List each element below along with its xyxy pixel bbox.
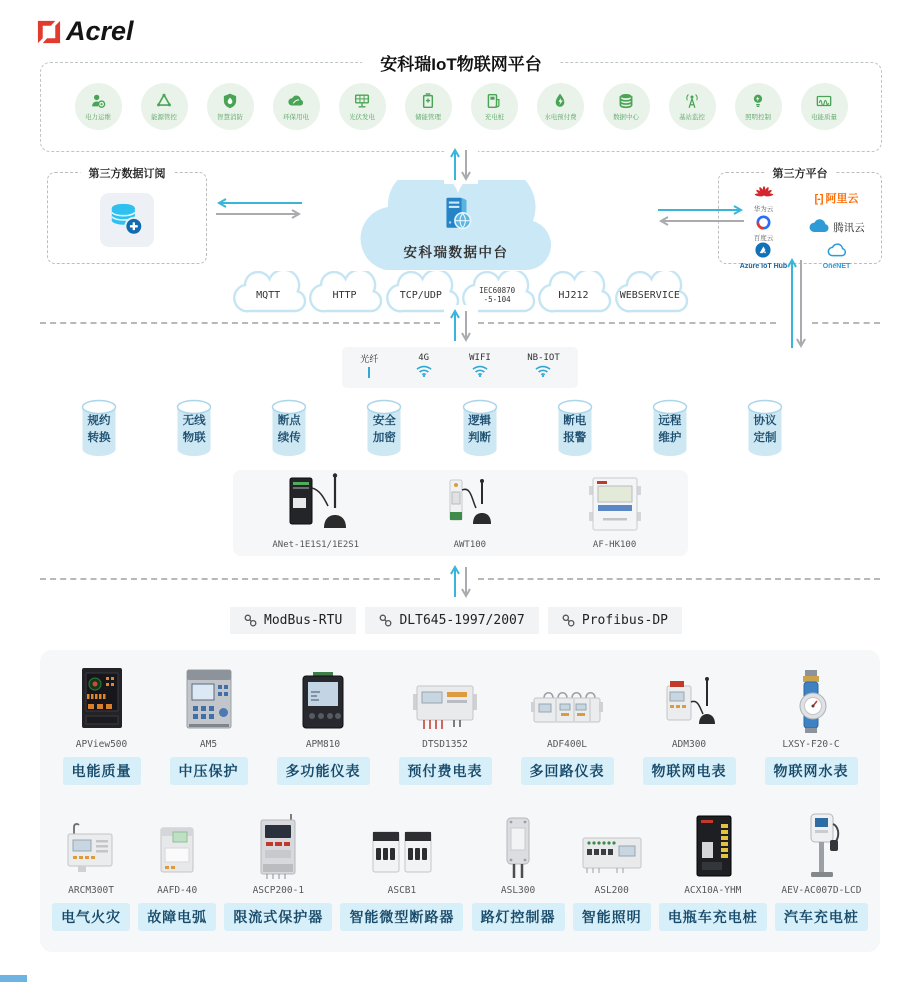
capability-label: 断电 报警 [563, 415, 587, 444]
solar-icon [353, 91, 371, 110]
product-ACX10A-YHM [659, 810, 767, 931]
product-LXSY-F20-C [765, 664, 858, 785]
app-label: 电力运维 [85, 114, 111, 121]
ascp200-device-image [247, 810, 309, 882]
product-AEV-AC007D-LCD [775, 810, 868, 931]
app-station [667, 83, 717, 130]
ascb1-device-image [367, 810, 437, 882]
product-category-tag: 路灯控制器 [472, 903, 565, 931]
platform-azure [740, 242, 787, 270]
protocol-cloud-label: HTTP [332, 290, 357, 302]
capability-label: 规约 转换 [87, 415, 111, 444]
product-APView500 [63, 664, 141, 785]
capability-cylinder [736, 398, 794, 460]
baidu-icon [754, 214, 773, 235]
capability-cylinder [546, 398, 604, 460]
platform-label: 百度云 [753, 234, 774, 242]
app-circle [669, 83, 716, 130]
ops-icon [89, 91, 107, 110]
aliyun-icon: [-] [814, 192, 823, 205]
app-energy [139, 83, 189, 130]
platform-label: OneNET [822, 262, 851, 270]
dashed-separator [40, 322, 440, 324]
product-model: ASCP200-1 [252, 885, 305, 896]
gateway-afhk100 [581, 474, 649, 550]
network-label: WIFI [469, 353, 491, 363]
product-model: ARCM300T [68, 885, 114, 896]
lighting-icon [749, 91, 767, 110]
product-category-tag: 智能微型断路器 [340, 903, 463, 931]
product-model: DTSD1352 [422, 739, 468, 750]
protocol-cloud-label: HJ212 [558, 290, 589, 302]
capability-cylinder [260, 398, 318, 460]
app-circle [603, 83, 650, 130]
app-label: 充电桩 [484, 114, 504, 121]
product-category-tag: 电瓶车充电桩 [659, 903, 767, 931]
capability-label: 逻辑 判断 [468, 415, 492, 444]
station-icon [683, 91, 701, 110]
updown-arrows-middle [444, 305, 478, 345]
gateway-anet [272, 472, 359, 550]
app-charger [469, 83, 519, 130]
bottom-blue-strip [0, 975, 27, 982]
product-ASCP200-1 [224, 810, 332, 931]
anet-device-image [278, 472, 354, 539]
product-category-tag: 预付费电表 [399, 757, 492, 785]
app-label: 电能质量 [811, 114, 837, 121]
app-circle [141, 83, 188, 130]
network-label: NB-IOT [527, 353, 560, 363]
asl200-device-image [577, 810, 647, 882]
capability-label: 断点 续传 [277, 415, 301, 444]
third-party-subscribe-title: 第三方数据订阅 [81, 165, 174, 181]
dashed-separator [40, 578, 440, 580]
gateway-awt100 [438, 474, 502, 550]
app-circle [339, 83, 386, 130]
apview500-device-image [70, 664, 134, 736]
bus-protocol-tag [548, 607, 682, 634]
product-model: ASL300 [500, 885, 536, 896]
product-model: AM5 [199, 739, 218, 750]
product-category-tag: 电能质量 [63, 757, 141, 785]
wifi-icon [534, 364, 552, 382]
platform-onenet [823, 243, 851, 270]
gateway-model: AWT100 [453, 540, 487, 550]
app-label: 数据中心 [613, 114, 639, 121]
capability-label: 无线 物联 [182, 415, 206, 444]
app-datacenter [601, 83, 651, 130]
product-model: AAFD-40 [157, 885, 198, 896]
capability-label: 安全 加密 [372, 415, 396, 444]
water-icon [551, 91, 569, 110]
aev-device-image [793, 810, 849, 882]
platform-label: Azure IoT Hub [739, 263, 788, 270]
products-row-1 [48, 664, 872, 785]
product-model: ADM300 [671, 739, 707, 750]
wifi-icon [471, 364, 489, 382]
third-party-subscribe-box [47, 168, 207, 264]
bus-protocol-label: Profibus-DP [581, 613, 668, 628]
product-AAFD-40 [138, 810, 216, 931]
product-category-tag: 多功能仪表 [277, 757, 370, 785]
protocol-cloud-label: WEBSERVICE [619, 290, 680, 302]
platform-aliyun [815, 194, 859, 205]
dashed-separator [812, 322, 880, 324]
platform-logos-grid [727, 185, 873, 270]
bus-protocol-label: DLT645-1997/2007 [399, 613, 525, 628]
app-lighting [733, 83, 783, 130]
protocol-cloud-label: TCP/UDP [399, 290, 442, 302]
server-icon [435, 192, 477, 239]
gateway-model: AF-HK100 [592, 540, 637, 550]
wifi-icon [415, 364, 433, 382]
am5-device-image [177, 664, 241, 736]
product-category-tag: 电气火灾 [52, 903, 130, 931]
product-ASCB1 [340, 810, 463, 931]
app-circle [537, 83, 584, 130]
awt100-device-image [438, 474, 502, 539]
bus-protocol-tag [230, 607, 356, 634]
left-exchange-arrows [214, 196, 304, 222]
arcm300t-device-image [58, 810, 124, 882]
gateway-model: ANet-1E1S1/1E2S1 [272, 540, 360, 550]
app-circle [405, 83, 452, 130]
platform-baidu [754, 214, 774, 243]
product-model: ASCB1 [387, 885, 417, 896]
app-storage [403, 83, 453, 130]
product-ADM300 [643, 664, 736, 785]
product-model: LXSY-F20-C [782, 739, 840, 750]
app-circle [735, 83, 782, 130]
app-circle [75, 83, 122, 130]
app-water [535, 83, 585, 130]
third-party-platform-title: 第三方平台 [765, 165, 836, 181]
tencent-cloud-icon [808, 218, 830, 238]
platform-tencent [808, 218, 865, 238]
app-circle [801, 83, 848, 130]
network-label: 4G [418, 353, 430, 363]
protocol-cloud [306, 271, 382, 317]
updown-arrows-top [444, 144, 478, 184]
product-category-tag: 多回路仪表 [521, 757, 614, 785]
platform-title: 安科瑞IoT物联网平台 [362, 50, 560, 75]
products-box [40, 650, 880, 952]
protocol-cloud [230, 271, 306, 317]
protocol-cloud-label: MQTT [256, 290, 281, 302]
capability-label: 协议 定制 [753, 415, 777, 444]
link-icon [244, 614, 257, 627]
capability-cylinder [70, 398, 128, 460]
right-vertical-arrows [784, 256, 810, 352]
bus-protocol-label: ModBus-RTU [264, 613, 343, 628]
fiber-icon [360, 366, 378, 384]
product-model: ASL200 [594, 885, 629, 896]
network-光纤 [360, 352, 378, 384]
data-center-label: 安科瑞数据中台 [403, 245, 509, 260]
app-label: 照明控制 [745, 114, 771, 121]
network-nb-iot [527, 353, 560, 382]
platform-label: 腾讯云 [833, 221, 865, 234]
product-category-tag: 汽车充电桩 [775, 903, 868, 931]
data-center-cloud [330, 180, 582, 276]
bus-protocols-row [230, 607, 682, 634]
app-solar [337, 83, 387, 130]
link-icon [379, 614, 392, 627]
datacenter-icon [617, 91, 635, 110]
product-model: AEV-AC007D-LCD [781, 885, 862, 896]
adf400l-device-image [530, 664, 604, 736]
fire-icon [221, 91, 239, 110]
app-label: 智慧消防 [217, 114, 243, 121]
platform-apps-box [40, 55, 882, 152]
capability-cylinder [641, 398, 699, 460]
network-label: 光纤 [360, 354, 379, 365]
product-ADF400L [521, 664, 614, 785]
product-model: ACX10A-YHM [684, 885, 742, 896]
network-links-box [342, 347, 578, 388]
products-row-2 [48, 810, 872, 931]
energy-icon [155, 91, 173, 110]
app-circle [273, 83, 320, 130]
asl300-device-image [492, 810, 544, 882]
product-model: APView500 [75, 739, 128, 750]
charger-icon [485, 91, 503, 110]
app-label: 能源管控 [151, 114, 177, 121]
protocol-cloud [612, 271, 688, 317]
storage-icon [419, 91, 437, 110]
capability-cylinder [355, 398, 413, 460]
app-label: 环保用电 [283, 114, 309, 121]
acrel-brand-text: Acrel [66, 16, 134, 46]
link-icon [562, 614, 575, 627]
platform-label: 华为云 [753, 206, 774, 213]
app-fire [205, 83, 255, 130]
product-APM810 [277, 664, 370, 785]
app-circle [471, 83, 518, 130]
app-eco [271, 83, 321, 130]
updown-arrows-bottom [444, 561, 478, 601]
platform-huawei [754, 185, 774, 214]
eco-icon [287, 91, 305, 110]
right-exchange-arrows [656, 203, 746, 229]
quality-icon [815, 91, 833, 110]
app-icons-row [73, 83, 849, 130]
afhk100-device-image [581, 474, 649, 539]
acx10a-device-image [685, 810, 741, 882]
aafd40-device-image [147, 810, 207, 882]
app-ops [73, 83, 123, 130]
network-4g [415, 353, 433, 382]
onenet-icon [826, 243, 848, 262]
product-category-tag: 故障电弧 [138, 903, 216, 931]
capability-cylinder [165, 398, 223, 460]
product-ASL300 [472, 810, 565, 931]
platform-label: 阿里云 [825, 192, 859, 205]
product-category-tag: 限流式保护器 [224, 903, 332, 931]
app-circle [207, 83, 254, 130]
product-category-tag: 物联网水表 [765, 757, 858, 785]
app-label: 基站监控 [679, 114, 705, 121]
huawei-icon [754, 185, 774, 206]
apm810-device-image [291, 664, 355, 736]
app-quality [799, 83, 849, 130]
azure-icon [755, 242, 771, 262]
product-model: APM810 [305, 739, 341, 750]
network-wifi [469, 353, 491, 382]
app-label: 光伏发电 [349, 114, 375, 121]
product-category-tag: 中压保护 [170, 757, 248, 785]
capability-cylinder [451, 398, 509, 460]
protocol-cloud-label: IEC60870 -5-104 [479, 286, 516, 304]
protocol-cloud [535, 271, 611, 317]
gateways-box [233, 470, 688, 556]
product-ARCM300T [52, 810, 130, 931]
product-ASL200 [573, 810, 651, 931]
capability-label: 远程 维护 [658, 415, 682, 444]
product-category-tag: 物联网电表 [643, 757, 736, 785]
product-AM5 [170, 664, 248, 785]
acrel-logo-icon [36, 19, 62, 45]
product-model: ADF400L [546, 739, 588, 750]
product-DTSD1352 [399, 664, 492, 785]
lxsy-device-image [783, 664, 839, 736]
app-label: 水电预付费 [543, 114, 577, 121]
capabilities-row [70, 398, 794, 460]
acrel-logo [36, 16, 134, 47]
bus-protocol-tag [365, 607, 538, 634]
app-label: 储能管理 [415, 114, 441, 121]
adm300-device-image [657, 664, 721, 736]
dashed-separator [478, 322, 776, 324]
dtsd1352-device-image [410, 664, 480, 736]
dashed-separator [478, 578, 880, 580]
product-category-tag: 智能照明 [573, 903, 651, 931]
database-subscribe-icon [100, 193, 154, 247]
